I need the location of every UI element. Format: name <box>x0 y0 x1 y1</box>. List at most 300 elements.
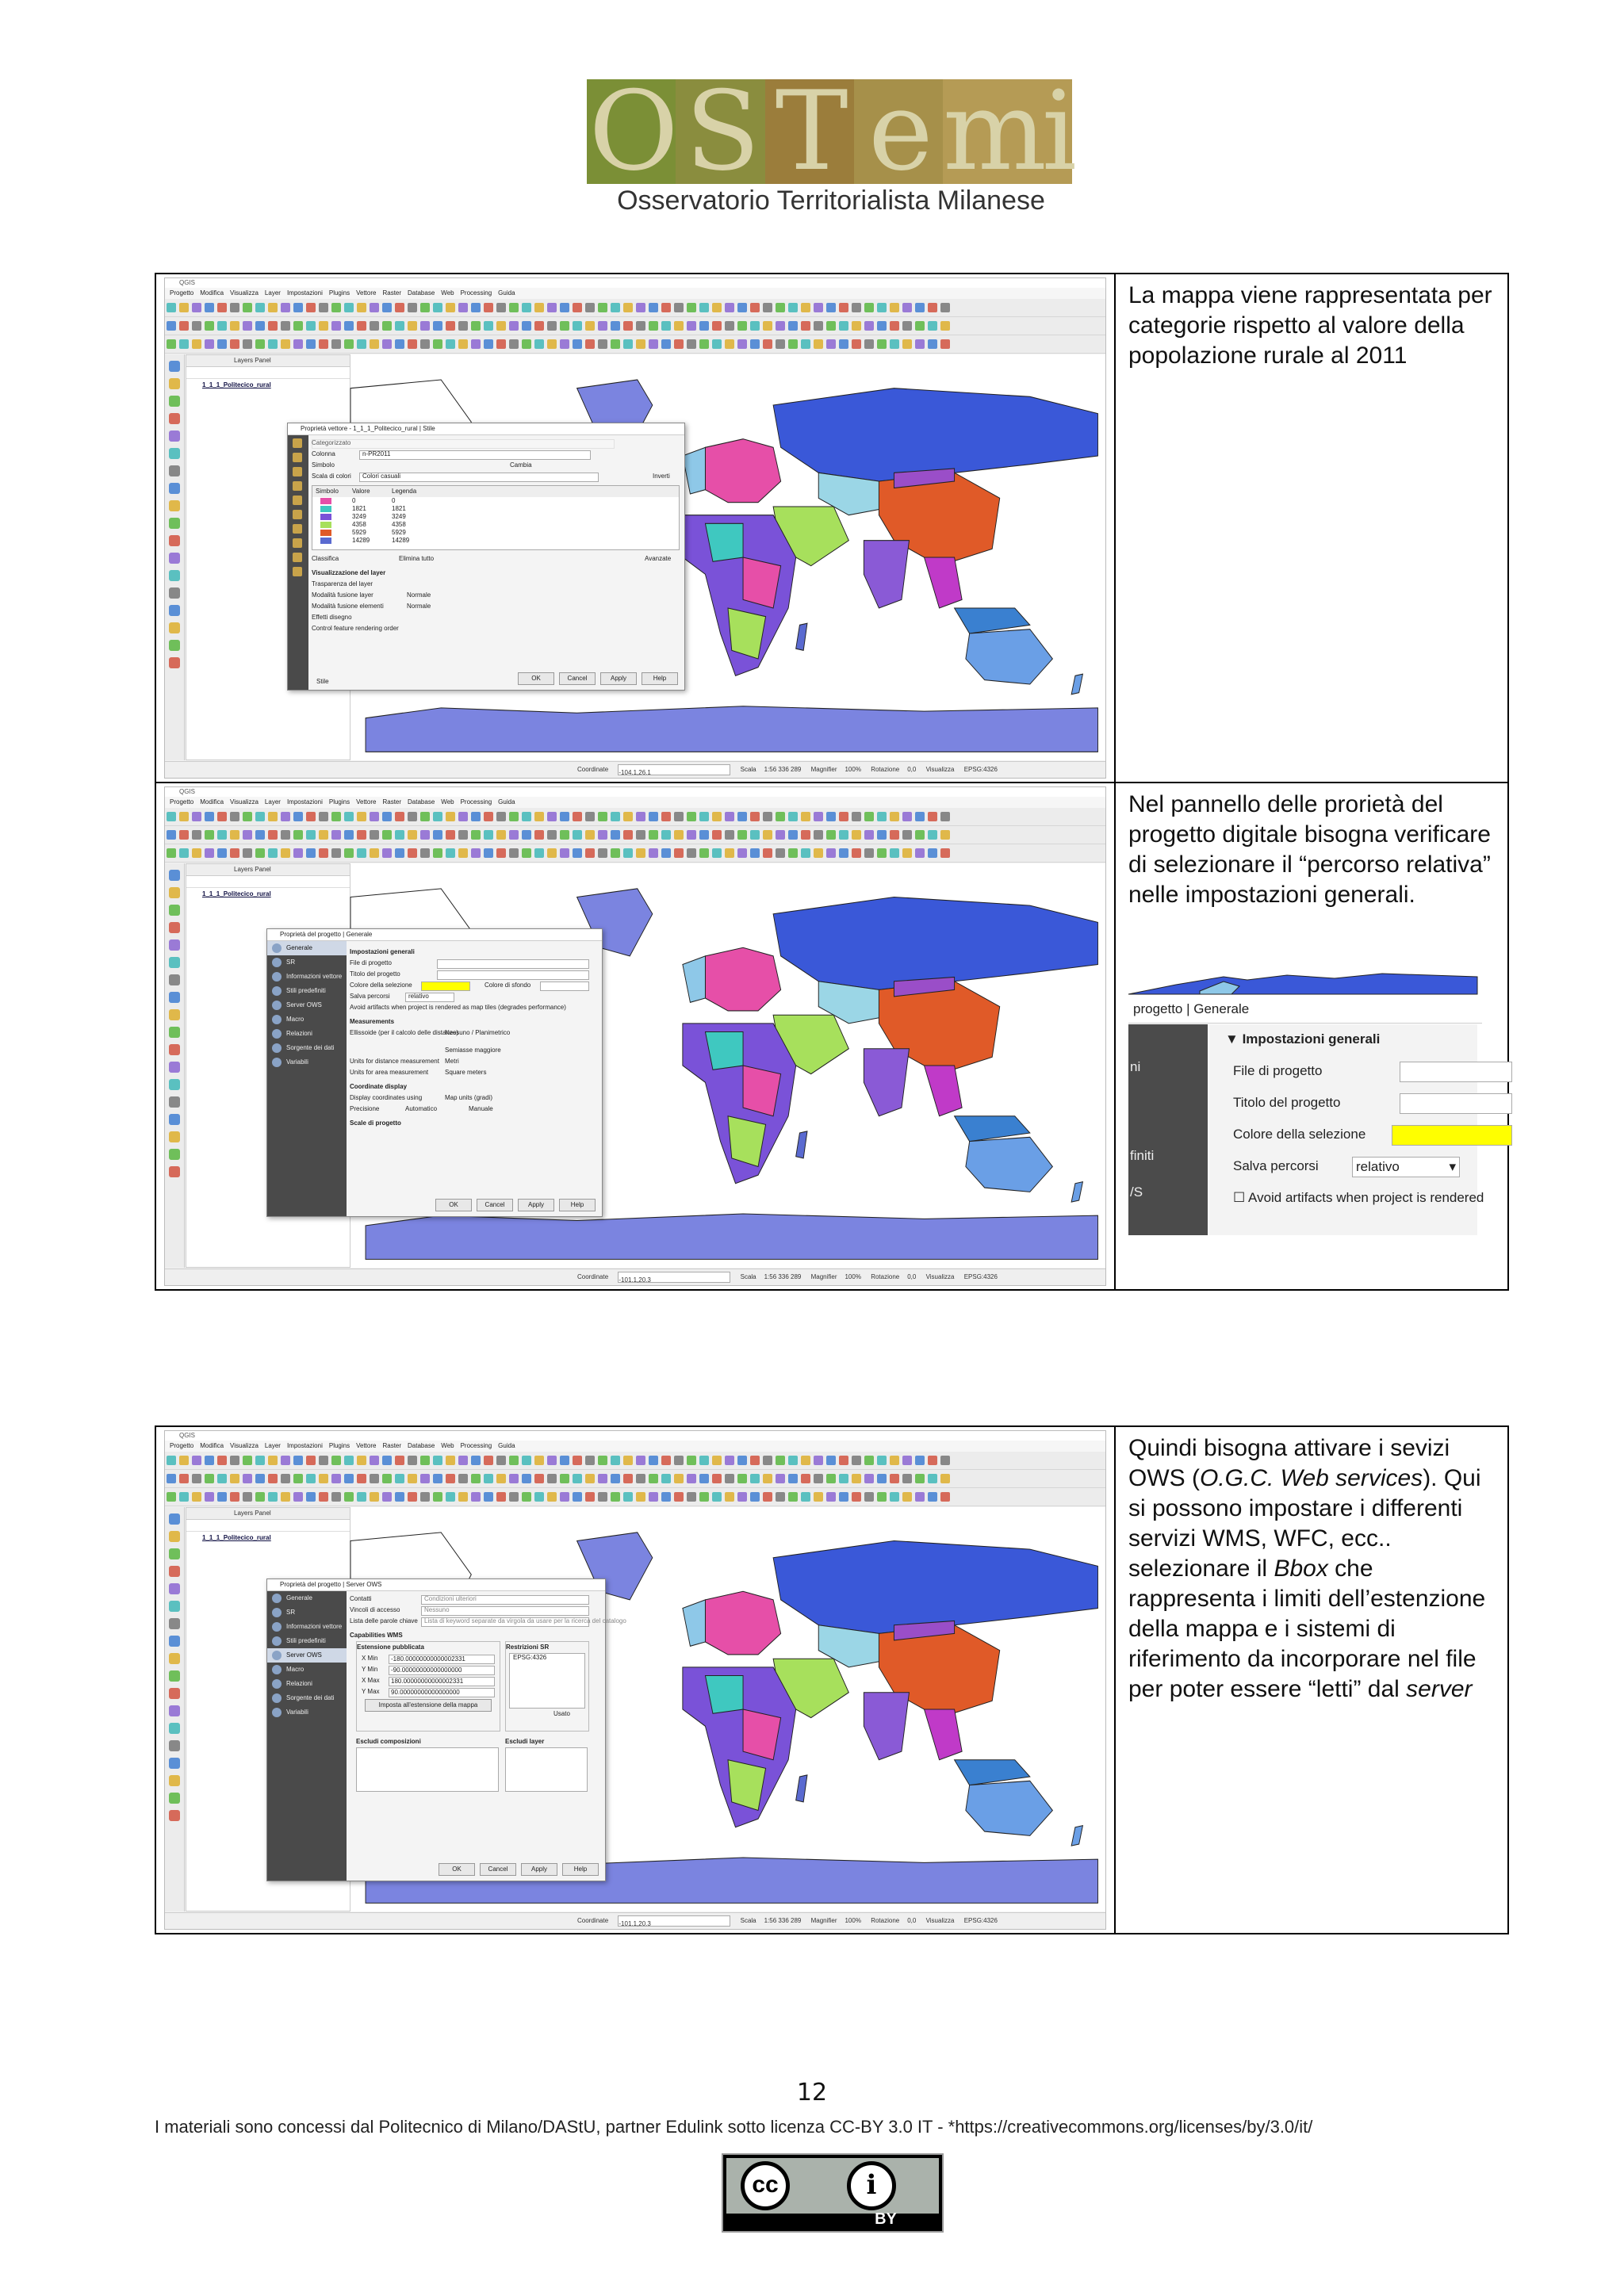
toolbar-icon[interactable] <box>433 812 442 821</box>
toolbar-icon[interactable] <box>420 339 430 349</box>
menu-item[interactable]: Progetto <box>170 289 194 297</box>
toolbar-icon[interactable] <box>471 1474 481 1483</box>
toolbar-icon[interactable] <box>636 848 645 858</box>
menu-item[interactable]: Visualizza <box>230 798 259 806</box>
toolbar-icon[interactable] <box>712 848 722 858</box>
toolbar-icon[interactable] <box>205 303 214 312</box>
toolbar-icon[interactable] <box>484 321 493 331</box>
toolbar-icon[interactable] <box>319 812 328 821</box>
toolbar-icon[interactable] <box>458 830 468 840</box>
layer-tool-icon[interactable] <box>169 939 180 951</box>
toolbar-icon[interactable] <box>306 848 316 858</box>
toolbar-icon[interactable] <box>534 339 544 349</box>
menu-item[interactable]: Plugins <box>328 798 350 806</box>
menu-item[interactable]: Web <box>441 798 454 806</box>
menu-item[interactable]: Web <box>441 1442 454 1449</box>
toolbar-icon[interactable] <box>357 848 366 858</box>
toolbar-icon[interactable] <box>167 1474 176 1483</box>
toolbar-icon[interactable] <box>636 321 645 331</box>
project-file-input[interactable] <box>1400 1062 1512 1082</box>
toolbar-icon[interactable] <box>826 812 836 821</box>
toolbar-icon[interactable] <box>255 339 265 349</box>
toolbar-icon[interactable] <box>573 848 582 858</box>
layer-tool-icon[interactable] <box>169 605 180 616</box>
toolbar-icon[interactable] <box>344 830 354 840</box>
toolbar-icon[interactable] <box>826 321 836 331</box>
toolbar-icon[interactable] <box>649 321 658 331</box>
sidebar-item[interactable] <box>288 492 308 507</box>
toolbar-icon[interactable] <box>890 1474 899 1483</box>
toolbar-icon[interactable] <box>915 848 925 858</box>
toolbar-icon[interactable] <box>370 848 379 858</box>
toolbar-icon[interactable] <box>864 339 874 349</box>
toolbar-icon[interactable] <box>192 321 201 331</box>
layer-tool-icon[interactable] <box>169 1688 180 1699</box>
toolbar-icon[interactable] <box>928 303 937 312</box>
toolbar-icon[interactable] <box>293 303 303 312</box>
sidebar-item[interactable]: Variabili <box>267 1705 347 1720</box>
toolbar-icon[interactable] <box>471 303 481 312</box>
toolbar-icon[interactable] <box>864 812 874 821</box>
toolbar-icon[interactable] <box>433 1492 442 1502</box>
toolbar-icon[interactable] <box>902 830 912 840</box>
toolbar-icon[interactable] <box>243 848 252 858</box>
ok-button[interactable]: OK <box>518 672 554 685</box>
sidebar-item[interactable]: SR <box>267 955 347 970</box>
toolbar-icon[interactable] <box>471 339 481 349</box>
toolbar-icon[interactable] <box>496 848 506 858</box>
toolbar-icon[interactable] <box>826 830 836 840</box>
menu-item[interactable]: Layer <box>264 289 281 297</box>
toolbar-icon[interactable] <box>560 848 569 858</box>
toolbar-icon[interactable] <box>814 1492 823 1502</box>
exclude-layers-checkbox[interactable]: Escludi layer <box>505 1738 545 1745</box>
toolbar-icon[interactable] <box>776 1474 785 1483</box>
toolbar-icon[interactable] <box>484 303 493 312</box>
toolbar-icon[interactable] <box>420 321 430 331</box>
toolbar-icon[interactable] <box>192 812 201 821</box>
toolbar-icon[interactable] <box>750 303 760 312</box>
sidebar-item[interactable]: Sorgente dei dati <box>267 1691 347 1705</box>
toolbar-icon[interactable] <box>915 1456 925 1465</box>
save-paths-combo[interactable] <box>1352 1157 1460 1177</box>
sidebar-item[interactable] <box>288 464 308 478</box>
toolbar-icon[interactable] <box>370 321 379 331</box>
toolbar-icon[interactable] <box>534 321 544 331</box>
toolbar-icon[interactable] <box>281 848 290 858</box>
toolbar-icon[interactable] <box>750 339 760 349</box>
toolbar-icon[interactable] <box>737 848 747 858</box>
toolbar-icon[interactable] <box>408 1474 417 1483</box>
class-symbol[interactable] <box>320 514 331 520</box>
extent-checkbox[interactable]: Estensione pubblicata <box>357 1644 424 1651</box>
toolbar-icon[interactable] <box>573 830 582 840</box>
toolbar-icon[interactable] <box>370 303 379 312</box>
ok-button[interactable]: OK <box>435 1199 472 1211</box>
toolbar-icon[interactable] <box>458 321 468 331</box>
toolbar-icon[interactable] <box>344 848 354 858</box>
class-row[interactable] <box>312 505 679 513</box>
toolbar-icon[interactable] <box>788 1492 798 1502</box>
toolbar-icon[interactable] <box>940 321 950 331</box>
toolbar-icon[interactable] <box>877 812 887 821</box>
toolbar-icon[interactable] <box>522 321 531 331</box>
toolbar-icon[interactable] <box>598 1456 607 1465</box>
sidebar-item[interactable]: Informazioni vettore <box>267 1620 347 1634</box>
toolbar-icon[interactable] <box>395 1456 404 1465</box>
toolbar-icon[interactable] <box>573 1456 582 1465</box>
toolbar-icon[interactable] <box>547 321 557 331</box>
toolbar-icon[interactable] <box>623 321 633 331</box>
toolbar-icon[interactable] <box>585 1456 595 1465</box>
sidebar-item[interactable] <box>288 521 308 535</box>
toolbar-icon[interactable] <box>205 848 214 858</box>
toolbar-icon[interactable] <box>496 321 506 331</box>
toolbar-icon[interactable] <box>217 1474 227 1483</box>
toolbar-icon[interactable] <box>408 339 417 349</box>
layer-tool-icon[interactable] <box>169 378 180 389</box>
toolbar-icon[interactable] <box>611 339 620 349</box>
toolbar-icon[interactable] <box>801 321 810 331</box>
toolbar-icon[interactable] <box>433 303 442 312</box>
toolbar-icon[interactable] <box>509 830 519 840</box>
toolbar-icon[interactable] <box>344 303 354 312</box>
toolbar-icon[interactable] <box>687 303 696 312</box>
toolbar-icon[interactable] <box>826 339 836 349</box>
toolbar-icon[interactable] <box>725 848 734 858</box>
toolbar-icon[interactable] <box>737 1492 747 1502</box>
toolbar-icon[interactable] <box>395 321 404 331</box>
toolbar-icon[interactable] <box>814 339 823 349</box>
toolbar-icon[interactable] <box>687 1456 696 1465</box>
toolbar-icon[interactable] <box>344 339 354 349</box>
toolbar-icon[interactable] <box>763 321 772 331</box>
menu-item[interactable]: Processing <box>460 798 492 806</box>
toolbar-icon[interactable] <box>636 1492 645 1502</box>
layer-tool-icon[interactable] <box>169 553 180 564</box>
toolbar-icon[interactable] <box>192 1474 201 1483</box>
toolbar-icon[interactable] <box>370 1456 379 1465</box>
class-row[interactable] <box>312 529 679 537</box>
layer-tool-icon[interactable] <box>169 448 180 459</box>
toolbar-icon[interactable] <box>737 830 747 840</box>
toolbar-icon[interactable] <box>814 321 823 331</box>
toolbar-icon[interactable] <box>509 1474 519 1483</box>
toolbar-icon[interactable] <box>293 1474 303 1483</box>
toolbar-icon[interactable] <box>547 339 557 349</box>
toolbar-icon[interactable] <box>205 812 214 821</box>
toolbar-icon[interactable] <box>649 1492 658 1502</box>
toolbar-icon[interactable] <box>611 1492 620 1502</box>
column-combo[interactable] <box>359 450 591 460</box>
menu-item[interactable]: Modifica <box>200 798 224 806</box>
layer-tool-icon[interactable] <box>169 622 180 633</box>
toolbar-icon[interactable] <box>281 1456 290 1465</box>
layer-tool-icon[interactable] <box>169 1566 180 1577</box>
toolbar-icon[interactable] <box>852 339 861 349</box>
toolbar-icon[interactable] <box>382 830 392 840</box>
toolbar-icon[interactable] <box>446 848 455 858</box>
toolbar-icon[interactable] <box>471 830 481 840</box>
toolbar-icon[interactable] <box>725 1456 734 1465</box>
toolbar-icon[interactable] <box>268 339 278 349</box>
crs-value[interactable]: EPSG:4326 <box>963 1273 998 1280</box>
toolbar-icon[interactable] <box>319 321 328 331</box>
render-label[interactable]: Visualizza <box>925 1917 955 1924</box>
menu-item[interactable]: Web <box>441 289 454 297</box>
toolbar-icon[interactable] <box>458 1474 468 1483</box>
layer-item[interactable]: 1_1_1_Politecico_rural <box>202 381 271 388</box>
toolbar-icon[interactable] <box>915 830 925 840</box>
toolbar-icon[interactable] <box>902 303 912 312</box>
ok-button[interactable]: OK <box>439 1863 475 1876</box>
toolbar-icon[interactable] <box>623 1456 633 1465</box>
toolbar-icon[interactable] <box>230 812 239 821</box>
toolbar-icon[interactable] <box>484 1492 493 1502</box>
sidebar-item[interactable]: Stili predefiniti <box>267 1634 347 1648</box>
toolbar-icon[interactable] <box>217 812 227 821</box>
toolbar-icon[interactable] <box>167 303 176 312</box>
toolbar-icon[interactable] <box>433 339 442 349</box>
class-symbol[interactable] <box>320 522 331 528</box>
toolbar-icon[interactable] <box>420 812 430 821</box>
toolbar-icon[interactable] <box>357 1492 366 1502</box>
toolbar-icon[interactable] <box>319 339 328 349</box>
toolbar-icon[interactable] <box>776 1492 785 1502</box>
toolbar-icon[interactable] <box>522 830 531 840</box>
toolbar-icon[interactable] <box>205 339 214 349</box>
toolbar-icon[interactable] <box>928 830 937 840</box>
toolbar-icon[interactable] <box>699 339 709 349</box>
toolbar-icon[interactable] <box>243 1456 252 1465</box>
toolbar-icon[interactable] <box>636 1456 645 1465</box>
layer-tool-icon[interactable] <box>169 887 180 898</box>
layer-tool-icon[interactable] <box>169 922 180 933</box>
toolbar-icon[interactable] <box>268 848 278 858</box>
toolbar-icon[interactable] <box>776 303 785 312</box>
toolbar-icon[interactable] <box>281 339 290 349</box>
toolbar-icon[interactable] <box>281 303 290 312</box>
toolbar-icon[interactable] <box>661 1492 671 1502</box>
toolbar-icon[interactable] <box>712 1492 722 1502</box>
coord-display-value[interactable]: Map units (gradi) <box>445 1094 493 1101</box>
toolbar-icon[interactable] <box>712 812 722 821</box>
magnifier-value[interactable]: 100% <box>845 766 861 773</box>
toolbar-icon[interactable] <box>560 812 569 821</box>
toolbar-icon[interactable] <box>712 321 722 331</box>
toolbar-icon[interactable] <box>776 339 785 349</box>
toolbar-icon[interactable] <box>319 830 328 840</box>
toolbar-icon[interactable] <box>585 339 595 349</box>
sidebar-item[interactable]: SR <box>267 1605 347 1620</box>
toolbar-icon[interactable] <box>674 339 684 349</box>
toolbar-icon[interactable] <box>674 848 684 858</box>
layer-tool-icon[interactable] <box>169 1810 180 1821</box>
menu-item[interactable]: Modifica <box>200 1442 224 1449</box>
crs-list-item[interactable]: EPSG:4326 <box>513 1654 547 1661</box>
toolbar-icon[interactable] <box>496 1456 506 1465</box>
toolbar-icon[interactable] <box>357 339 366 349</box>
toolbar-icon[interactable] <box>725 339 734 349</box>
apply-button[interactable]: Apply <box>600 672 637 685</box>
layer-tool-icon[interactable] <box>169 413 180 424</box>
toolbar-icon[interactable] <box>649 848 658 858</box>
toolbar-icon[interactable] <box>382 812 392 821</box>
sidebar-item[interactable]: Relazioni <box>267 1027 347 1041</box>
class-row[interactable] <box>312 513 679 521</box>
toolbar-icon[interactable] <box>331 321 341 331</box>
toolbar-icon[interactable] <box>573 339 582 349</box>
toolbar-icon[interactable] <box>902 812 912 821</box>
toolbar-icon[interactable] <box>623 339 633 349</box>
toolbar-icon[interactable] <box>230 1492 239 1502</box>
toolbar-icon[interactable] <box>763 1474 772 1483</box>
toolbar-icon[interactable] <box>712 1456 722 1465</box>
toolbar-icon[interactable] <box>763 848 772 858</box>
menu-item[interactable]: Modifica <box>200 289 224 297</box>
toolbar-icon[interactable] <box>484 1474 493 1483</box>
toolbar-icon[interactable] <box>699 812 709 821</box>
toolbar-icon[interactable] <box>636 812 645 821</box>
toolbar-icon[interactable] <box>255 1492 265 1502</box>
layer-tool-icon[interactable] <box>169 1079 180 1090</box>
toolbar-icon[interactable] <box>573 1474 582 1483</box>
help-button[interactable]: Help <box>559 1199 596 1211</box>
help-button[interactable]: Help <box>642 672 678 685</box>
layer-tool-icon[interactable] <box>169 430 180 442</box>
toolbar-icon[interactable] <box>281 830 290 840</box>
precision-auto-radio[interactable]: Automatico <box>405 1105 438 1112</box>
toolbar-icon[interactable] <box>509 1456 519 1465</box>
toolbar-icon[interactable] <box>560 321 569 331</box>
cancel-button[interactable]: Cancel <box>559 672 596 685</box>
toolbar-icon[interactable] <box>179 303 189 312</box>
menu-item[interactable]: Visualizza <box>230 289 259 297</box>
toolbar-icon[interactable] <box>547 848 557 858</box>
toolbar-icon[interactable] <box>179 1456 189 1465</box>
sidebar-item[interactable]: Stili predefiniti <box>267 984 347 998</box>
toolbar-icon[interactable] <box>370 812 379 821</box>
sidebar-item[interactable] <box>288 507 308 521</box>
menu-item[interactable]: Processing <box>460 289 492 297</box>
sidebar-item[interactable] <box>288 549 308 564</box>
toolbar-icon[interactable] <box>611 1474 620 1483</box>
toolbar-icon[interactable] <box>725 812 734 821</box>
toolbar-icon[interactable] <box>408 1492 417 1502</box>
toolbar-icon[interactable] <box>852 1474 861 1483</box>
toolbar-icon[interactable] <box>217 339 227 349</box>
toolbar-icon[interactable] <box>940 848 950 858</box>
toolbar-icon[interactable] <box>217 830 227 840</box>
toolbar-icon[interactable] <box>331 848 341 858</box>
toolbar-icon[interactable] <box>699 321 709 331</box>
toolbar-icon[interactable] <box>649 1456 658 1465</box>
toolbar-icon[interactable] <box>496 812 506 821</box>
sidebar-item[interactable]: Macro <box>267 1012 347 1027</box>
use-map-extent-button[interactable]: Imposta all'estensione della mappa <box>365 1699 492 1712</box>
toolbar-icon[interactable] <box>243 812 252 821</box>
toolbar-icon[interactable] <box>547 1474 557 1483</box>
menu-item[interactable]: Processing <box>460 1442 492 1449</box>
bbox-input[interactable] <box>389 1677 495 1686</box>
toolbar-icon[interactable] <box>243 321 252 331</box>
toolbar-icon[interactable] <box>484 812 493 821</box>
layer-tool-icon[interactable] <box>169 1131 180 1142</box>
toolbar-icon[interactable] <box>623 1474 633 1483</box>
cancel-button[interactable]: Cancel <box>477 1199 513 1211</box>
toolbar-icon[interactable] <box>737 812 747 821</box>
toolbar-icon[interactable] <box>167 339 176 349</box>
toolbar-icon[interactable] <box>687 848 696 858</box>
toolbar-icon[interactable] <box>331 303 341 312</box>
toolbar-icon[interactable] <box>496 830 506 840</box>
project-file-input[interactable] <box>437 959 589 969</box>
menu-item[interactable]: Database <box>408 1442 435 1449</box>
toolbar-icon[interactable] <box>928 321 937 331</box>
section-scales[interactable]: Scale di progetto <box>350 1119 401 1127</box>
toolbar-icon[interactable] <box>864 1474 874 1483</box>
toolbar-icon[interactable] <box>205 830 214 840</box>
toolbar-icon[interactable] <box>839 1492 848 1502</box>
toolbar-icon[interactable] <box>433 321 442 331</box>
toolbar-icon[interactable] <box>915 339 925 349</box>
toolbar-icon[interactable] <box>737 321 747 331</box>
crs-value[interactable]: EPSG:4326 <box>963 1917 998 1924</box>
toolbar-icon[interactable] <box>306 303 316 312</box>
toolbar-icon[interactable] <box>712 830 722 840</box>
toolbar-icon[interactable] <box>255 303 265 312</box>
layer-tool-icon[interactable] <box>169 905 180 916</box>
toolbar-icon[interactable] <box>534 812 544 821</box>
menu-item[interactable]: Plugins <box>328 1442 350 1449</box>
toolbar-icon[interactable] <box>674 1456 684 1465</box>
toolbar-icon[interactable] <box>395 812 404 821</box>
toolbar-icon[interactable] <box>357 812 366 821</box>
rotation-value[interactable]: 0,0 <box>907 1917 917 1924</box>
toolbar-icon[interactable] <box>649 1474 658 1483</box>
layer-tool-icon[interactable] <box>169 1044 180 1055</box>
toolbar-icon[interactable] <box>725 321 734 331</box>
rotation-value[interactable]: 0,0 <box>907 1273 917 1280</box>
toolbar-icon[interactable] <box>598 339 607 349</box>
toolbar-icon[interactable] <box>217 848 227 858</box>
toolbar-icon[interactable] <box>167 321 176 331</box>
layer-tool-icon[interactable] <box>169 1636 180 1647</box>
sidebar-item[interactable]: Sorgente dei dati <box>267 1041 347 1055</box>
toolbar-icon[interactable] <box>940 1474 950 1483</box>
layer-tool-icon[interactable] <box>169 483 180 494</box>
toolbar-icon[interactable] <box>547 303 557 312</box>
toolbar-icon[interactable] <box>763 303 772 312</box>
layer-tool-icon[interactable] <box>169 396 180 407</box>
toolbar-icon[interactable] <box>763 830 772 840</box>
toolbar-icon[interactable] <box>661 321 671 331</box>
section-coordinate-display[interactable]: Coordinate display <box>350 1083 408 1090</box>
toolbar-icon[interactable] <box>661 303 671 312</box>
toolbar-icon[interactable] <box>293 848 303 858</box>
sidebar-item[interactable]: Generale <box>267 941 347 955</box>
selection-color-button[interactable] <box>1392 1125 1512 1146</box>
toolbar-icon[interactable] <box>902 321 912 331</box>
toolbar-icon[interactable] <box>370 830 379 840</box>
toolbar-icon[interactable] <box>801 830 810 840</box>
toolbar-icon[interactable] <box>598 1492 607 1502</box>
toolbar-icon[interactable] <box>852 812 861 821</box>
blend-layer-value[interactable]: Normale <box>407 591 431 599</box>
toolbar-icon[interactable] <box>408 1456 417 1465</box>
toolbar-icon[interactable] <box>420 303 430 312</box>
toolbar-icon[interactable] <box>611 321 620 331</box>
